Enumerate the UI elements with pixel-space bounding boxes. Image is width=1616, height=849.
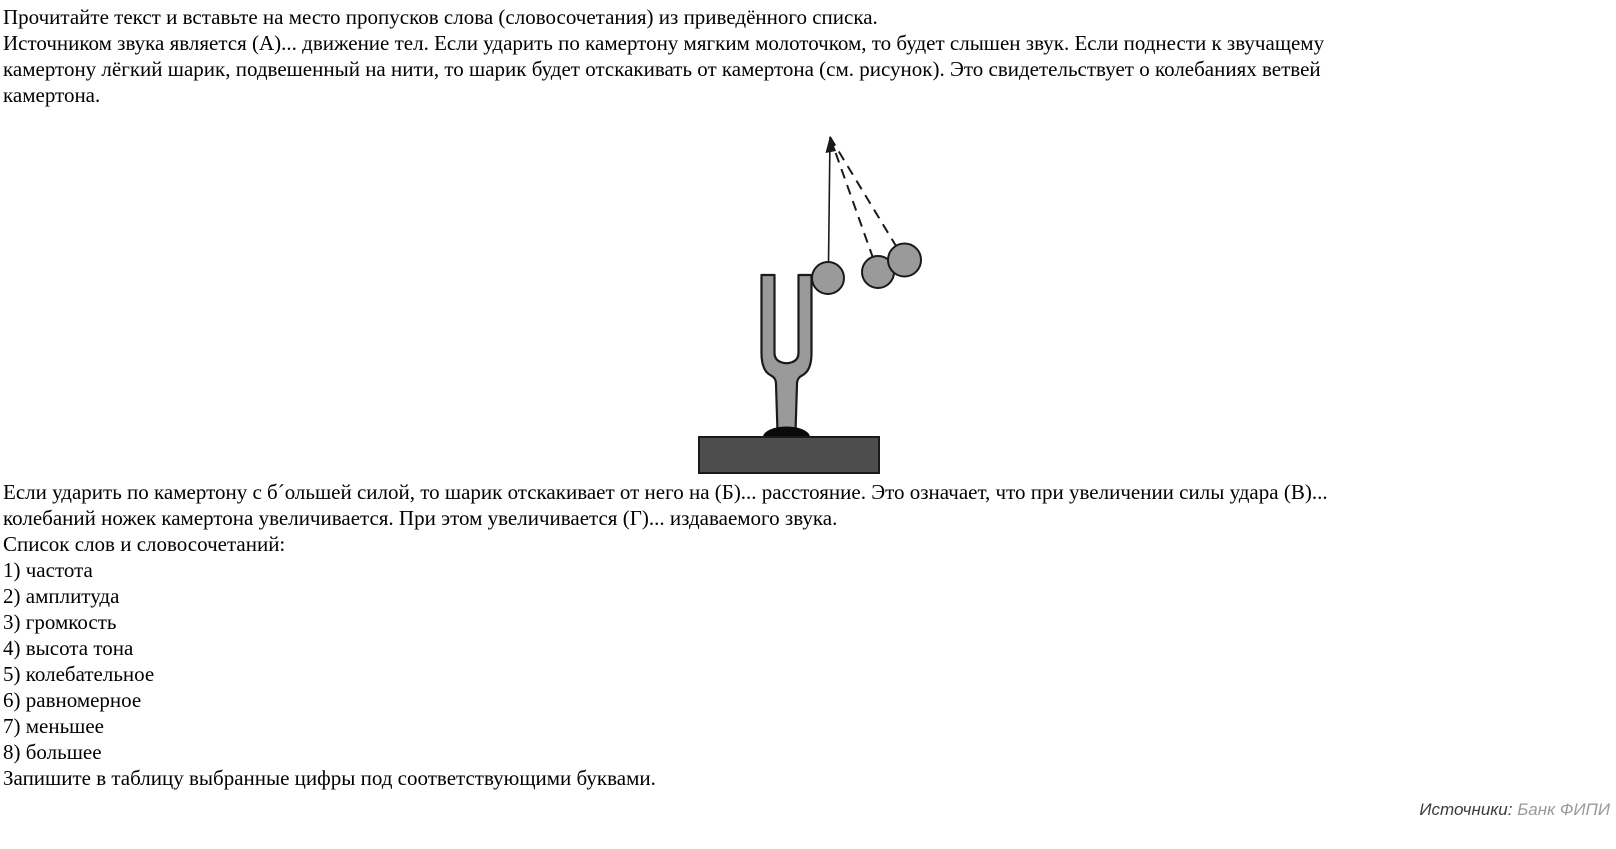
- paragraph1-line3: камертона.: [3, 83, 101, 107]
- exam-question-page: [3, 4, 1613, 791]
- paragraph1-line1: Источником звука является (А)... движение тел. Если ударить по камертону мягким молоточком, то будет слышен звук. Если поднести к звучащему: [3, 31, 1325, 55]
- tuning-fork-illustration: [660, 125, 940, 474]
- source-attribution: [1419, 799, 1610, 821]
- pendulum-string-solid: [829, 137, 831, 263]
- word-list-item-7: 7) меньшее: [3, 714, 104, 738]
- word-list-item-2: 2) амплитуда: [3, 584, 120, 608]
- word-list-item-4: 4) высота тона: [3, 636, 134, 660]
- task-prompt: Прочитайте текст и вставьте на место пропусков слова (словосочетания) из приведённого списка.: [3, 5, 878, 29]
- pendulum-string-dashed-1: [830, 137, 878, 272]
- pendulum-ball-swing-2: [888, 244, 921, 277]
- word-list-item-8: 8) большее: [3, 740, 102, 764]
- paragraph2-line2: колебаний ножек камертона увеличивается. При этом увеличивается (Г)... издаваемого звука.: [3, 506, 838, 530]
- tuning-fork-figure: [660, 125, 940, 474]
- source-value: Банк ФИПИ: [1517, 800, 1610, 819]
- word-list-item-3: 3) громкость: [3, 610, 117, 634]
- fork-base-block: [699, 437, 879, 473]
- word-list-header: Список слов и словосочетаний:: [3, 532, 286, 556]
- word-list-item-1: 1) частота: [3, 558, 93, 582]
- answer-instruction: Запишите в таблицу выбранные цифры под соответствующими буквами.: [3, 766, 656, 790]
- paragraph2-line1: Если ударить по камертону с б´ольшей силой, то шарик отскакивает от него на (Б)... расстояние. Это означает, что при увеличении силы удара (В)...: [3, 480, 1328, 504]
- source-label: Источники:: [1419, 800, 1513, 819]
- word-list-item-5: 5) колебательное: [3, 662, 155, 686]
- tuning-fork-body: [762, 275, 812, 432]
- pendulum-ball-rest: [812, 262, 844, 294]
- word-list-item-6: 6) равномерное: [3, 688, 142, 712]
- paragraph1-line2: камертону лёгкий шарик, подвешенный на нити, то шарик будет отскакивать от камертона (см. рисунок). Это свидетельствует о колебаниях ветвей: [3, 57, 1321, 81]
